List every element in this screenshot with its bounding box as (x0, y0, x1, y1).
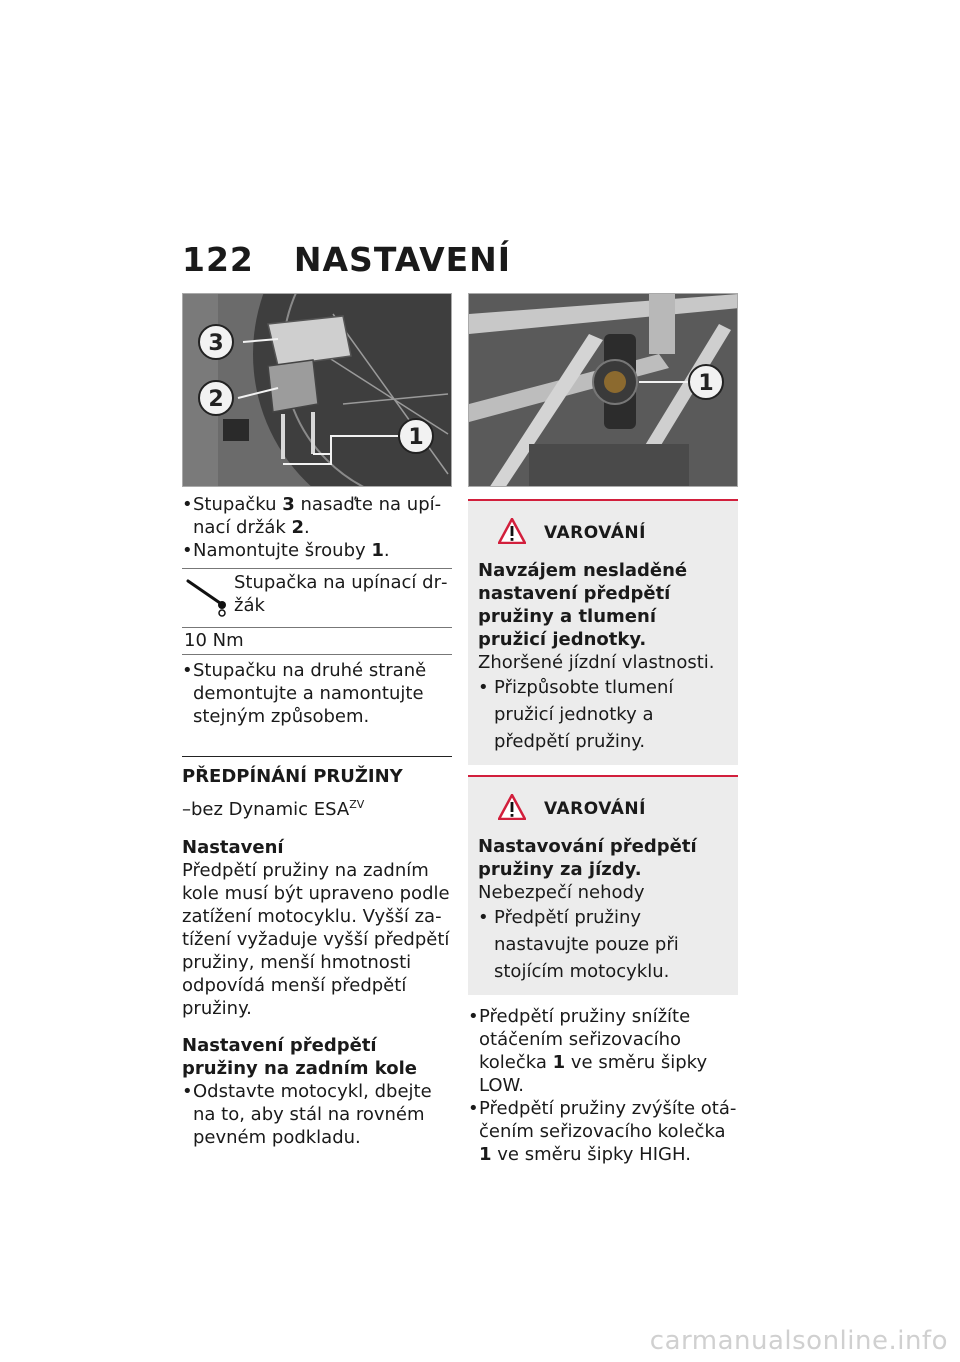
torque-table (182, 568, 452, 655)
warning-title: VAROVÁNÍ (544, 523, 646, 543)
callout-3: 3 (208, 331, 224, 356)
left-column (182, 293, 452, 1149)
warning-triangle-icon (498, 794, 526, 824)
list-item: • Předpětí pružiny nastavujte pouze při stojícím motocyklu. (478, 904, 728, 985)
list-item: • Přizpůsobte tlumení pružicí jednotky a předpětí pružiny. (478, 674, 728, 755)
warning-cause: Navzájem nesladěné nastavení předpětí pružiny a tlumení pružicí jednotky. (478, 560, 688, 650)
spring-adjuster-illustration (469, 294, 738, 487)
page-title: NASTAVENÍ (293, 240, 512, 279)
torque-wrench-icon (184, 573, 230, 623)
page-header (182, 240, 511, 284)
preload-steps (182, 1080, 452, 1149)
footrest-photo (182, 293, 452, 487)
footrest-steps-2 (182, 659, 452, 728)
section-divider (182, 756, 452, 757)
callout-1: 1 (408, 425, 424, 450)
warning-effect: Nebezpečí nehody (478, 882, 645, 903)
warning-box-2 (468, 775, 738, 995)
spring-adjuster-photo (468, 293, 738, 487)
variant-note: –bez Dynamic $ESA^{ZV}$ (182, 798, 365, 820)
adjust-steps (468, 1005, 738, 1166)
footrest-steps (182, 493, 452, 562)
callout-2: 2 (208, 387, 224, 412)
list-item: • Předpětí pružiny snížíte otáčením seřizovacího kolečka 1 ve směru šipky LOW. (468, 1005, 738, 1097)
section-title: PŘEDPÍNÁNÍ PRUŽINY (182, 766, 403, 787)
list-item: • Předpětí pružiny zvýšíte otáčením seřizovacího kolečka 1 ve směru šipky HIGH. (468, 1097, 738, 1166)
warning-cause: Nastavování předpětí pružiny za jízdy. (478, 836, 697, 880)
warning-title: VAROVÁNÍ (544, 799, 646, 819)
paragraph: Předpětí pružiny na zadním kole musí být upraveno podle zatížení motocyklu. Vyšší zatížení vyžaduje vyšší předpětí pružiny, menší hmotnosti odpovídá menší předpětí pružiny. (182, 860, 450, 1019)
subhead-rear-preload: Nastavení předpětí pružiny na zadním kole (182, 1035, 418, 1079)
watermark: carmanualsonline.info (649, 1326, 948, 1356)
right-column (468, 293, 738, 1166)
warning-effect: Zhoršené jízdní vlastnosti. (478, 652, 715, 673)
warning-box-1 (468, 499, 738, 765)
warning-actions (478, 904, 728, 985)
list-item: • Stupačku na druhé straně demontujte a namontujte stejným způsobem. (182, 659, 452, 728)
page-number: 122 (182, 240, 254, 279)
list-item: • Odstavte motocykl, dbejte na to, aby stál na rovném pevném podkladu. (182, 1080, 452, 1149)
warning-actions (478, 674, 728, 755)
footrest-illustration (183, 294, 452, 487)
subhead-nastaveni: Nastavení (182, 837, 284, 858)
list-item: • Stupačku 3 nasaďte na upínací držák 2. (182, 493, 452, 539)
list-item: • Namontujte šrouby 1. (182, 539, 452, 562)
warning-triangle-icon (498, 518, 526, 548)
torque-label: Stupačka na upínací držák (234, 572, 448, 616)
callout-1: 1 (698, 371, 714, 396)
torque-value: 10 Nm (184, 630, 244, 651)
